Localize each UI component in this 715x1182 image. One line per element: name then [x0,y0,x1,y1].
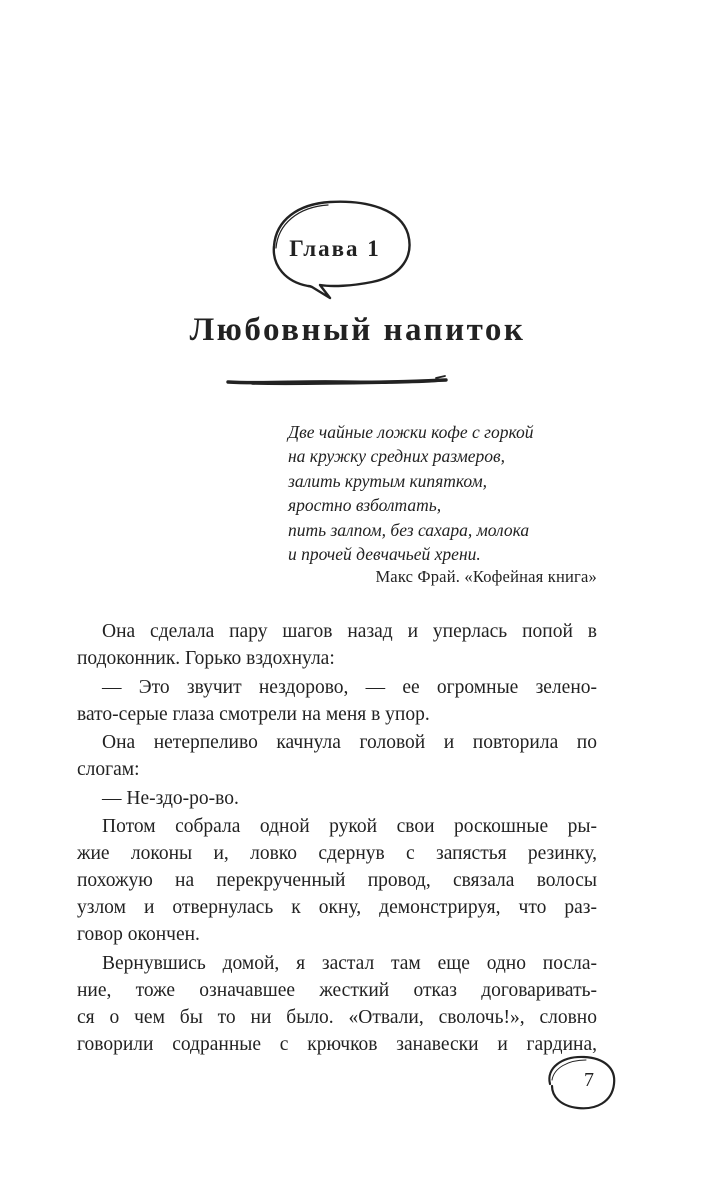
text-line: Вернувшись домой, я застал там еще одно посла- [102,952,597,974]
paragraph [77,618,597,672]
text-line: жие локоны и, ловко сдернув с запястья резинку, [77,843,597,864]
page-number: 7 [584,1069,594,1091]
text-line: узлом и отвернулась к окну, демонстрируя, что раз- [77,897,597,918]
text-line: — Это звучит нездорово, — ее огромные зелено- [102,676,597,698]
paragraph [77,674,597,728]
chapter-title: Любовный напиток [189,312,526,348]
brush-stroke-divider-icon [222,372,452,392]
text-line: говор окончен. [77,924,200,945]
text-line: вато-серые глаза смотрели на меня в упор. [77,703,430,725]
epigraph-line: на кружку средних размеров, [288,446,506,467]
epigraph-line: залить крутым кипятком, [288,470,488,491]
text-line: похожую на перекрученный провод, связала волосы [77,870,597,891]
paragraph [77,950,597,1058]
text-line: Она сделала пару шагов назад и уперлась попой в [102,621,597,642]
text-line: подоконник. Горько вздохнула: [77,648,335,669]
paragraph [77,729,597,783]
epigraph-line: пить залпом, без сахара, молока [288,519,530,540]
text-line: Потом собрала одной рукой свои роскошные ры- [102,816,597,837]
paragraph [77,813,597,948]
text-line: говорили содранные с крючков занавески и гардина, [77,1033,597,1055]
paragraph [77,785,597,812]
text-line: ние, тоже означавшее жесткий отказ договаривать- [77,979,597,1001]
text-line: ся о чем бы то ни было. «Отвали, сволочь!», словно [77,1006,597,1028]
text-line: слогам: [77,759,140,780]
body-text [77,618,597,1059]
epigraph-line: яростно взболтать, [288,495,442,516]
epigraph-line: и прочей девчачьей хрени. [288,544,481,565]
epigraph [288,420,608,566]
epigraph-source: Макс Фрай. «Кофейная книга» [375,567,597,586]
chapter-label: Глава 1 [289,236,381,261]
text-line: Она нетерпеливо качнула головой и повторила по [102,732,597,753]
text-line: — Не-здо-ро-во. [102,787,239,809]
epigraph-line: Две чайные ложки кофе с горкой [288,422,534,442]
